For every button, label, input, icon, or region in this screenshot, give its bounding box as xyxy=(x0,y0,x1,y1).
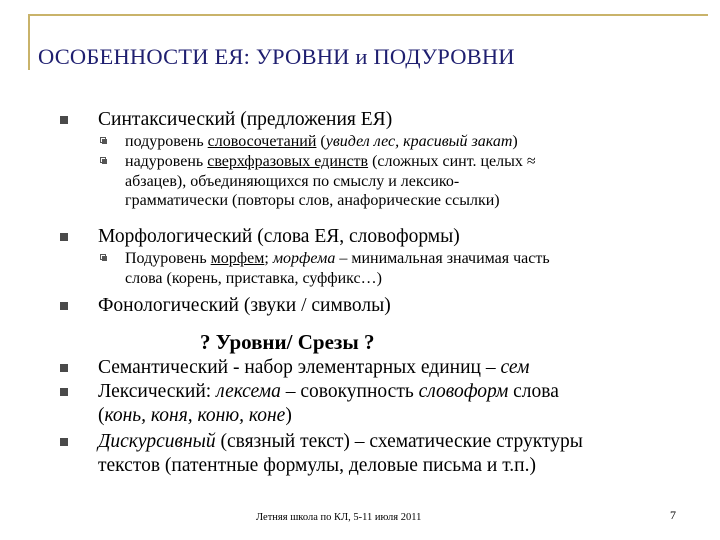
hollow-square-bullet-icon xyxy=(100,137,106,143)
syntactic-label: Синтаксический (предложения ЕЯ) xyxy=(98,109,393,130)
hollow-square-bullet-icon xyxy=(100,254,106,260)
slide-title: ОСОБЕННОСТИ ЕЯ: УРОВНИ и ПОДУРОВНИ xyxy=(38,44,515,69)
hollow-square-bullet-icon xyxy=(100,157,106,163)
discourse-text: Дискурсивный (связный текст) – схематические структуры текстов (патентные формулы, деловые письма и т.п.) xyxy=(98,431,583,476)
square-bullet-icon xyxy=(60,438,68,446)
semantic-text: Семантический - набор элементарных единиц – сем xyxy=(98,357,530,378)
page-number: 7 xyxy=(670,508,676,522)
sub-text: Подуровень морфем; морфема – минимальная значимая часть слова (корень, приставка, суффикс…) xyxy=(125,250,550,287)
phonological-label: Фонологический (звуки / символы) xyxy=(98,295,391,316)
left-border-line xyxy=(28,14,30,70)
square-bullet-icon xyxy=(60,116,68,124)
square-bullet-icon xyxy=(60,364,68,372)
top-border-line xyxy=(30,14,708,16)
lexical-text: Лексический: лексема – совокупность словоформ слова (конь, коня, коню, коне) xyxy=(98,381,559,426)
levels-question-heading: ? Уровни/ Срезы ? xyxy=(200,330,375,354)
morphological-label: Морфологический (слова ЕЯ, словоформы) xyxy=(98,226,460,247)
sub-text: надуровень сверхфразовых единств (сложных синт. целых ≈ абзацев), объединяющихся по смыслу и лексико- грамматически (повторы слов, анафорические ссылки) xyxy=(125,153,536,209)
sub-text: подуровень словосочетаний (увидел лес, красивый закат) xyxy=(125,133,518,150)
square-bullet-icon xyxy=(60,302,68,310)
footer-text: Летняя школа по КЛ, 5-11 июля 2011 xyxy=(256,512,422,523)
square-bullet-icon xyxy=(60,388,68,396)
square-bullet-icon xyxy=(60,233,68,241)
